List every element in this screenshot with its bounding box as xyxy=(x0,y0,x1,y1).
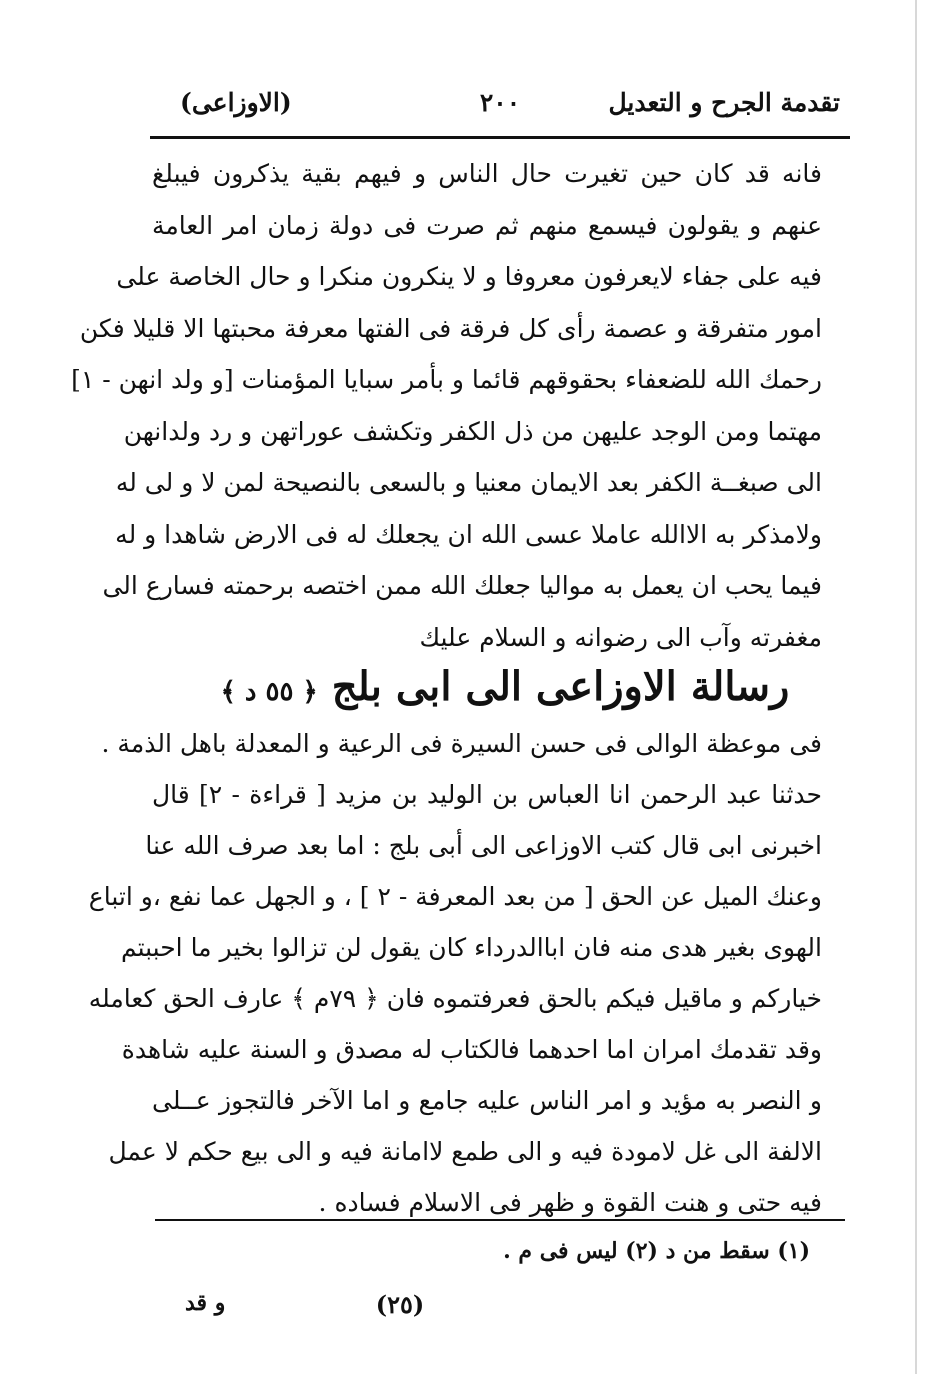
text-line: و النصر به مؤيد و امر الناس عليه جامع و اما الآخر فالتجوز عــلى xyxy=(152,1086,822,1115)
section-title-text: رسالة الاوزاعى الى ابى بلج xyxy=(331,663,790,710)
text-line: حدثنا عبد الرحمن انا العباس بن الوليد بن مزيد [ قراءة - ٢] قال xyxy=(152,780,822,809)
text-line: مهتما ومن الوجد عليهن من ذل الكفر وتكشف عوراتهن و رد ولدانهن xyxy=(123,416,822,446)
text-line: الهوى بغير هدى منه فان اباالدرداء كان يقول لن تزالوا بخير ما احببتم xyxy=(120,933,822,962)
footnote: (١) سقط من د (٢) ليس فى م . xyxy=(503,1238,810,1264)
paragraph-2 xyxy=(88,718,822,1228)
text-line: عنهم و يقولون فيسمع منهم ثم صرت فى دولة زمان امر العامة xyxy=(152,210,822,240)
catchword: و قد xyxy=(185,1290,226,1316)
signature-number: (٢٥) xyxy=(375,1290,425,1319)
text-line: اخبرنى ابى قال كتب الاوزاعى الى أبى بلج : اما بعد صرف الله عنا xyxy=(145,831,822,860)
paragraph-1 xyxy=(71,148,822,663)
text-line: فيما يحب ان يعمل به مواليا جعلك الله ممن اختصه برحمته فسارع الى xyxy=(102,571,822,600)
page-header xyxy=(150,82,850,126)
text-line: الى صبغــة الكفر بعد الايمان معنيا و بالسعى بالنصيحة لمن لا و لى له xyxy=(115,468,822,497)
scan-edge xyxy=(915,0,917,1374)
text-line: مغفرته وآب الى رضوانه و السلام عليك xyxy=(419,622,822,652)
section-number: ﴿ ٥٥ د ﴾ xyxy=(220,677,318,707)
text-line: خياركم و ماقيل فيكم بالحق فعرفتموه فان ﴿ ٧٩م ﴾ عارف الحق كعامله xyxy=(88,984,822,1013)
text-line: فيه حتى و هنت القوة و ظهر فى الاسلام فساده . xyxy=(318,1188,822,1217)
text-line: الالفة الى غل لامودة فيه و الى طمع لاامانة فيه و الى بيع حكم لا عمل xyxy=(108,1137,822,1166)
footnote-rule xyxy=(155,1219,845,1221)
text-line: ولامذكر به الاالله عاملا عسى الله ان يجعلك له فى الارض شاهدا و له xyxy=(115,519,822,549)
text-line: وعنك الميل عن الحق [ من بعد المعرفة - ٢ ] ، و الجهل عما نفع ،و اتباع xyxy=(88,882,822,911)
section-title xyxy=(150,652,850,722)
header-rule xyxy=(150,136,850,139)
text-line: فى موعظة الوالى فى حسن السيرة فى الرعية و المعدلة باهل الذمة . xyxy=(101,729,822,758)
book-title: تقدمة الجرح و التعديل xyxy=(608,88,840,117)
text-line: رحمك الله للضعفاء بحقوقهم قائما و بأمر سبايا المؤمنات [و ولد انهن - ١] xyxy=(71,365,822,394)
section-name: (الاوزاعى) xyxy=(180,88,292,117)
text-line: فانه قد كان حين تغيرت حال الناس و فيهم بقية يذكرون فيبلغ xyxy=(152,159,822,188)
text-line: امور متفرقة و عصمة رأى كل فرقة فى الفتها معرفة محبتها الا قليلا فكن xyxy=(79,313,822,343)
text-line: وقد تقدمك امران اما احدهما فالكتاب له مصدق و السنة عليه شاهدة xyxy=(121,1035,822,1064)
text-line: فيه على جفاء لايعرفون معروفا و لا ينكرون منكرا و حال الخاصة على xyxy=(116,262,822,291)
page-number: ٢٠٠ xyxy=(479,88,521,117)
